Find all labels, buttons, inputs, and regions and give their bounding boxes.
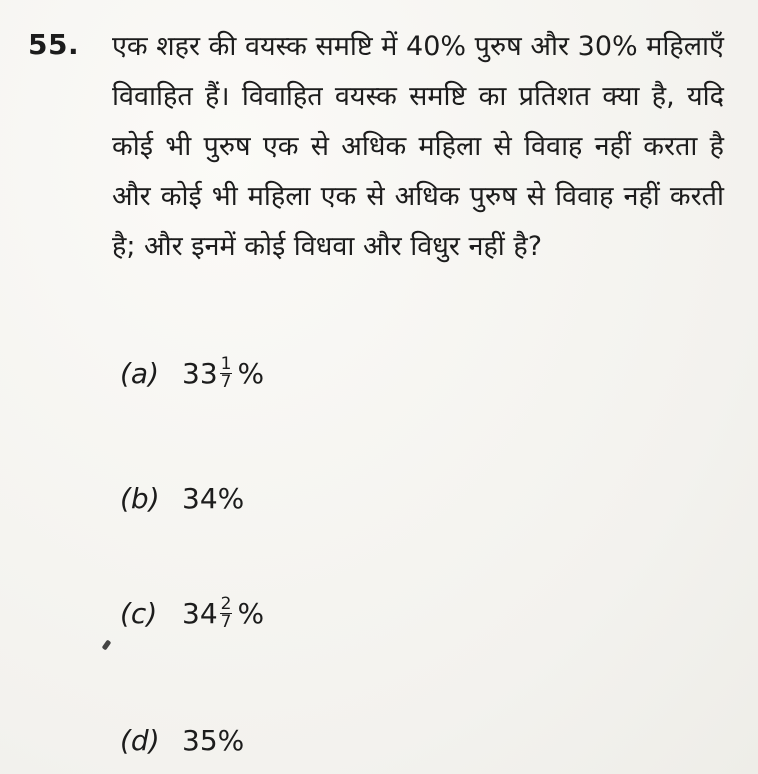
option-a-value	[182, 356, 264, 391]
question-number: 55.	[28, 28, 80, 61]
option-c-value	[182, 596, 264, 631]
option-b[interactable]	[120, 482, 244, 515]
option-c-numerator: 2	[220, 594, 232, 614]
option-a-denominator: 7	[220, 372, 232, 392]
option-a-fraction	[220, 356, 233, 391]
option-a-whole: 33	[182, 357, 218, 390]
option-a[interactable]	[120, 356, 264, 391]
option-a-percent: %	[237, 357, 265, 390]
pencil-mark	[102, 639, 112, 650]
option-c-label: (c)	[120, 597, 158, 630]
option-c-percent: %	[237, 597, 265, 630]
option-d[interactable]	[120, 724, 244, 757]
question-text: एक शहर की वयस्क समष्टि में 40% पुरुष और 30% महिलाएँ विवाहित हैं। विवाहित वयस्क समष्टि का प्रतिशत क्या है, यदि कोई भी पुरुष एक से अधिक महिला से विवाह नहीं करता है और कोई भी महिला एक से अधिक पुरुष से विवाह नहीं करती है; और इनमें कोई विधवा और विधुर नहीं है?	[112, 31, 724, 262]
option-b-value: 34%	[182, 482, 245, 515]
option-d-value: 35%	[182, 724, 245, 757]
option-d-label: (d)	[120, 724, 160, 757]
option-c-fraction	[220, 596, 233, 631]
option-a-label: (a)	[120, 357, 160, 390]
option-c-denominator: 7	[220, 612, 232, 632]
option-c[interactable]	[120, 596, 264, 631]
option-b-label: (b)	[120, 482, 160, 515]
option-c-whole: 34	[182, 597, 218, 630]
option-a-numerator: 1	[220, 354, 232, 374]
